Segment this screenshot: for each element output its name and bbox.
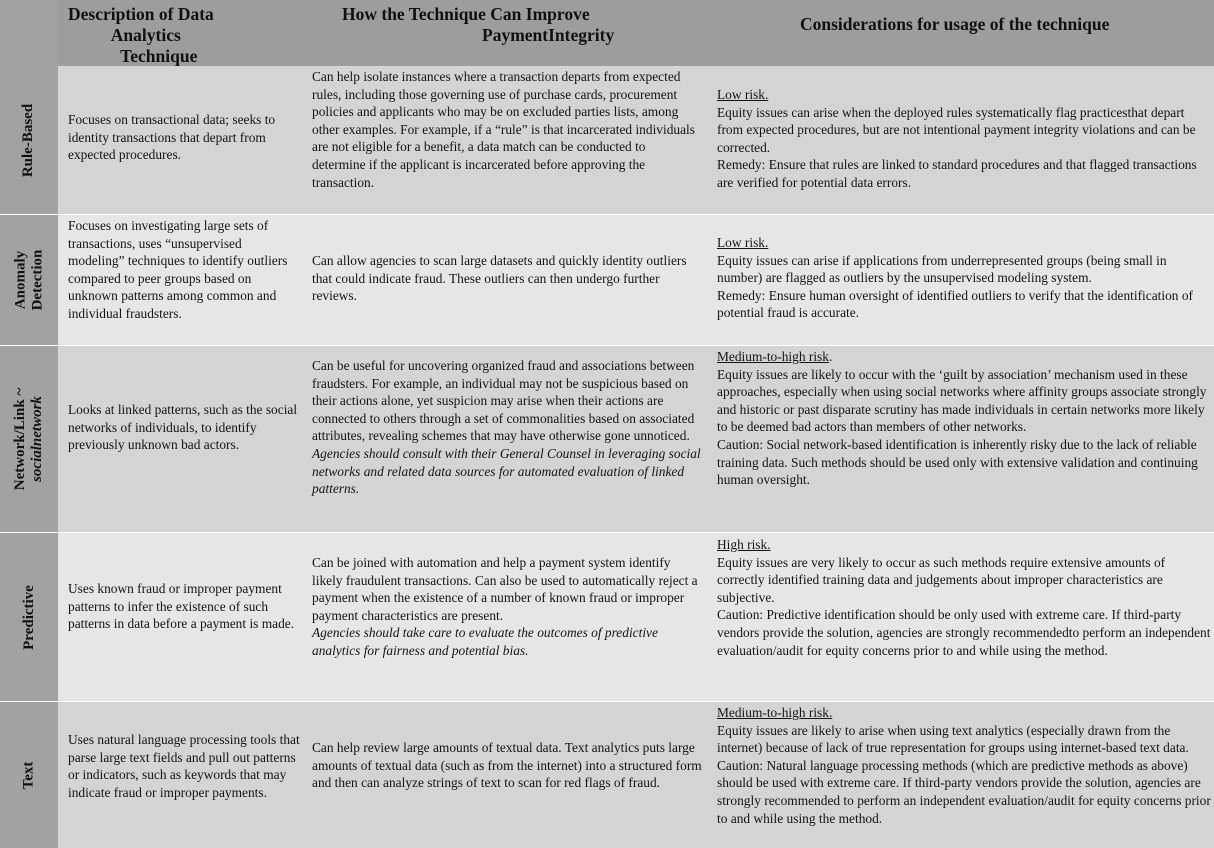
row-label-anomaly-detection: Anomaly Detection [12,249,45,311]
improve-text: Can be useful for uncovering organized fraud and associations between fraudsters. For example, an individual may not be suspicious based on their actions alone, yet suspicion may arise when their actions are connected to others through a set of commonalities based on associated attributes, revealing schemes that may have otherwise gone unnoticed. [312,358,695,444]
risk-level: Medium-to-high risk. [717,705,833,720]
row-divider [0,701,1214,702]
improve-cell: Can allow agencies to scan large datasets and quickly identity outliers that could indicate fraud. These outliers can then undergo further reviews. [312,253,687,304]
improve-cell: Can help review large amounts of textual data. Text analytics puts large amounts of textual data (such as from the internet) into a structured form and then can analyze strings of text to scan for red flags of fraud. [312,740,702,791]
considerations-cell [717,348,1211,489]
improve-text: Can be joined with automation and help a payment system identify likely fraudulent transactions. Can also be used to automatically reject a payment when the existence of a number of known fraud or improper payment characteristics are present. [312,555,698,623]
equity-issue: Equity issues are likely to occur with the ‘guilt by association’ mechanism used in these approaches, especially when using social networks where affinity groups associate strongly and historic or past disparate scrutiny has made individuals in certain networks more likely to be deemed bad actors than members of other networks. [717,366,1207,435]
caution-text: Caution: Natural language processing methods (which are predictive methods as above) should be used with extreme care. If third-party vendors provide the solution, agencies are strongly recommended to perform an independent evaluation/audit for equity concerns prior to and while using the method. [717,757,1211,826]
row-divider [0,214,1214,215]
description-cell: Looks at linked patterns, such as the social networks of individuals, to identify previously unknown bad actors. [68,402,298,453]
row-divider [0,345,1214,346]
equity-issue: Equity issues are very likely to occur as such methods require extensive amounts of correctly identified training data and judgements about improper characteristics are subjective. [717,554,1166,605]
caution-text: Caution: Social network-based identification is inherently risky due to the lack of reliable training data. Such methods should be used only with extensive validation and continuing human oversight. [717,436,1198,488]
risk-level: Low risk. [717,235,769,250]
description-cell: Focuses on investigating large sets of transactions, uses “unsupervised modeling” techniques to identify outliers compared to peer groups based on unknown patterns among common and individual fraudsters. [68,218,288,321]
considerations-cell [717,704,1211,827]
improve-note: Agencies should take care to evaluate the outcomes of predictive analytics for fairness and potential bias. [312,625,658,658]
considerations-cell [717,86,1211,192]
row-label-predictive: Predictive [20,584,37,650]
equity-issue: Equity issues can arise when the deployed rules systematically flag practicesthat depart from expected procedures, but are not intentional payment integrity violations and can be corrected. [717,104,1196,155]
considerations-cell [717,234,1211,322]
description-cell: Uses known fraud or improper payment patterns to infer the existence of such patterns in data before a payment is made. [68,581,295,632]
row-label-rule-based: Rule-Based [20,103,37,177]
improve-note: Agencies should consult with their General Counsel in leveraging social networks and related data sources for automated evaluation of linked patterns. [312,445,701,497]
description-cell: Focuses on transactional data; seeks to identity transactions that depart from expected procedures. [68,112,276,163]
risk-level: Medium-to-high risk. [717,349,833,364]
row-divider [0,532,1214,533]
considerations-cell [717,536,1211,659]
header-description: Description of Data Analytics Technique [68,4,214,66]
caution-text: Caution: Predictive identification should be only used with extreme care. If third-party vendors provide the solution, agencies are strongly recommendedto perform an independent evaluation/audit for equity concerns prior to and while using the method. [717,607,1211,658]
row-label-network-link: Network/Link ~ socialnetwork [12,387,45,491]
row-label-text: Text [20,761,37,789]
header-considerations: Considerations for usage of the technique [800,14,1110,34]
equity-issue: Equity issues are likely to arise when using text analytics (especially drawn from the internet) because of lack of true representation for groups using internet-based text data. [717,722,1189,756]
header-improve: How the Technique Can Improve PaymentIntegrity [342,4,615,45]
improve-cell [312,357,702,498]
description-cell: Uses natural language processing tools that parse large text fields and pull out patterns or indicators, such as keywords that may indicate fraud or improper payments. [68,732,300,800]
improve-cell: Can help isolate instances where a transaction departs from expected rules, including those governing use of purchase cards, procurement policies and applicants who may be on excluded parties lists, among other examples. For example, if a “rule” is that incarcerated individuals are not eligible for a benefit, a data match can be conducted to determine if the applicant is incarcerated before approving the transaction. [312,69,695,190]
risk-level: Low risk. [717,87,769,102]
risk-level: High risk. [717,537,771,552]
improve-cell [312,554,702,660]
remedy-text: Remedy: Ensure human oversight of identified outliers to verify that the identification of potential fraud is accurate. [717,287,1193,321]
remedy-text: Remedy: Ensure that rules are linked to standard procedures and that flagged transactions are verified for potential data errors. [717,157,1197,190]
equity-issue: Equity issues can arise if applications from underrepresented groups (being small in number) are flagged as outliers by the unsupervised modeling system. [717,252,1167,286]
